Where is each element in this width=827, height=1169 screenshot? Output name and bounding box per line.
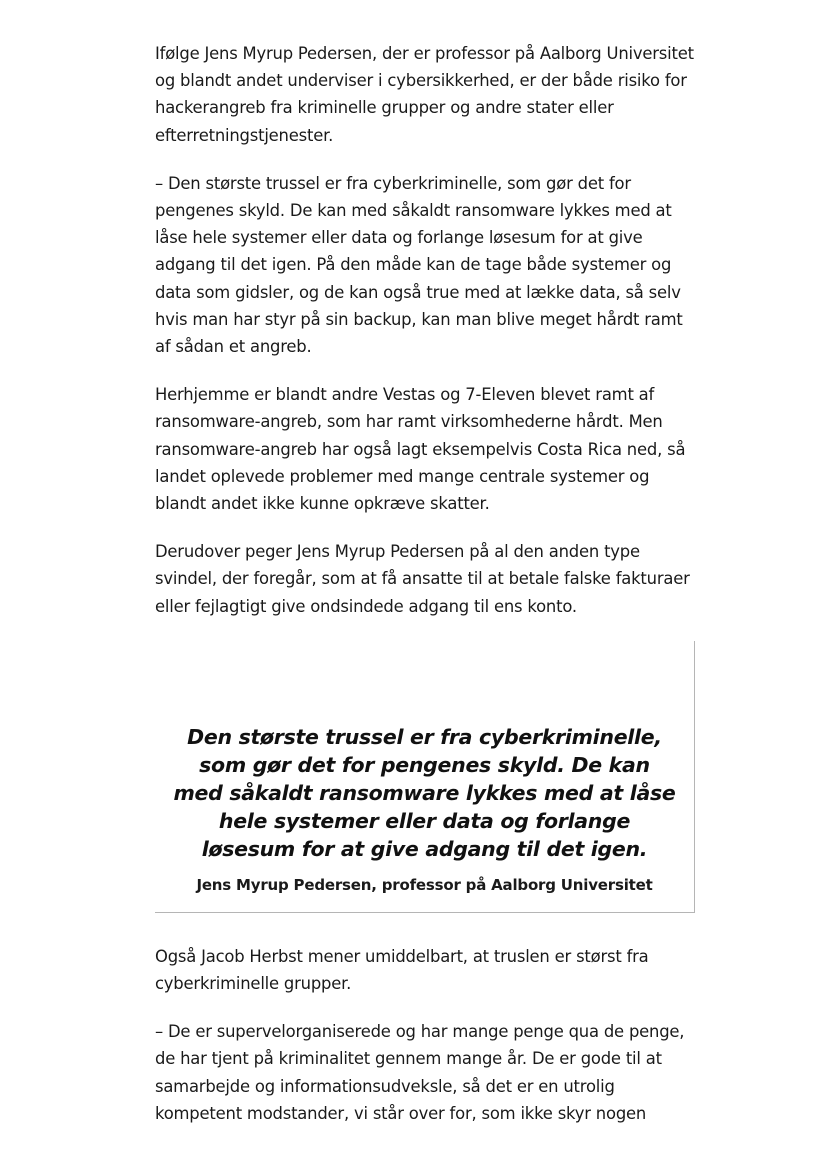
pull-quote-text: Den største trussel er fra cyberkriminelle, som gør det for pengenes skyld. De kan med såkaldt ransomware lykkes med at låse hele systemer eller data og forlange løsesum for at give adgang til det igen.	[173, 724, 676, 861]
pull-quote-attribution: Jens Myrup Pedersen, professor på Aalborg Universitet	[196, 875, 653, 894]
paragraph: Herhjemme er blandt andre Vestas og 7-Eleven blevet ramt af ransomware-angreb, som har ramt virksomhederne hårdt. Men ransomware-angreb har også lagt eksempelvis Costa Rica ned, så landet oplevede problemer med mange centrale systemer og blandt andet ikke kunne opkræve skatter.	[155, 385, 686, 514]
paragraph: Ifølge Jens Myrup Pedersen, der er professor på Aalborg Universitet og blandt andet underviser i cybersikkerhed, er der både risiko for hackerangreb fra kriminelle grupper og andre stater eller efterretningstjenester.	[155, 44, 694, 145]
article-body	[155, 40, 700, 1148]
paragraph: Også Jacob Herbst mener umiddelbart, at truslen er størst fra cyberkriminelle grupper.	[155, 946, 649, 994]
paragraph: – Den største trussel er fra cyberkriminelle, som gør det for pengenes skyld. De kan med såkaldt ransomware lykkes med at låse hele systemer eller data og forlange løsesum for at give adgang til det igen. På den måde kan de tage både systemer og data som gidsler, og de kan også true med at lække data, så selv hvis man har styr på sin backup, kan man blive meget hårdt ramt af sådan et angreb.	[155, 173, 683, 357]
pull-quote	[155, 641, 695, 913]
paragraph: – De er supervelorganiserede og har mange penge qua de penge, de har tjent på kriminalitet gennem mange år. De er gode til at samarbejde og informationsudveksle, så det er en utrolig kompetent modstander, vi står over for, som ikke skyr nogen	[155, 1022, 685, 1123]
paragraph: Derudover peger Jens Myrup Pedersen på al den anden type svindel, der foregår, som at få ansatte til at betale falske fakturaer eller fejlagtigt give ondsindede adgang til ens konto.	[155, 542, 690, 616]
